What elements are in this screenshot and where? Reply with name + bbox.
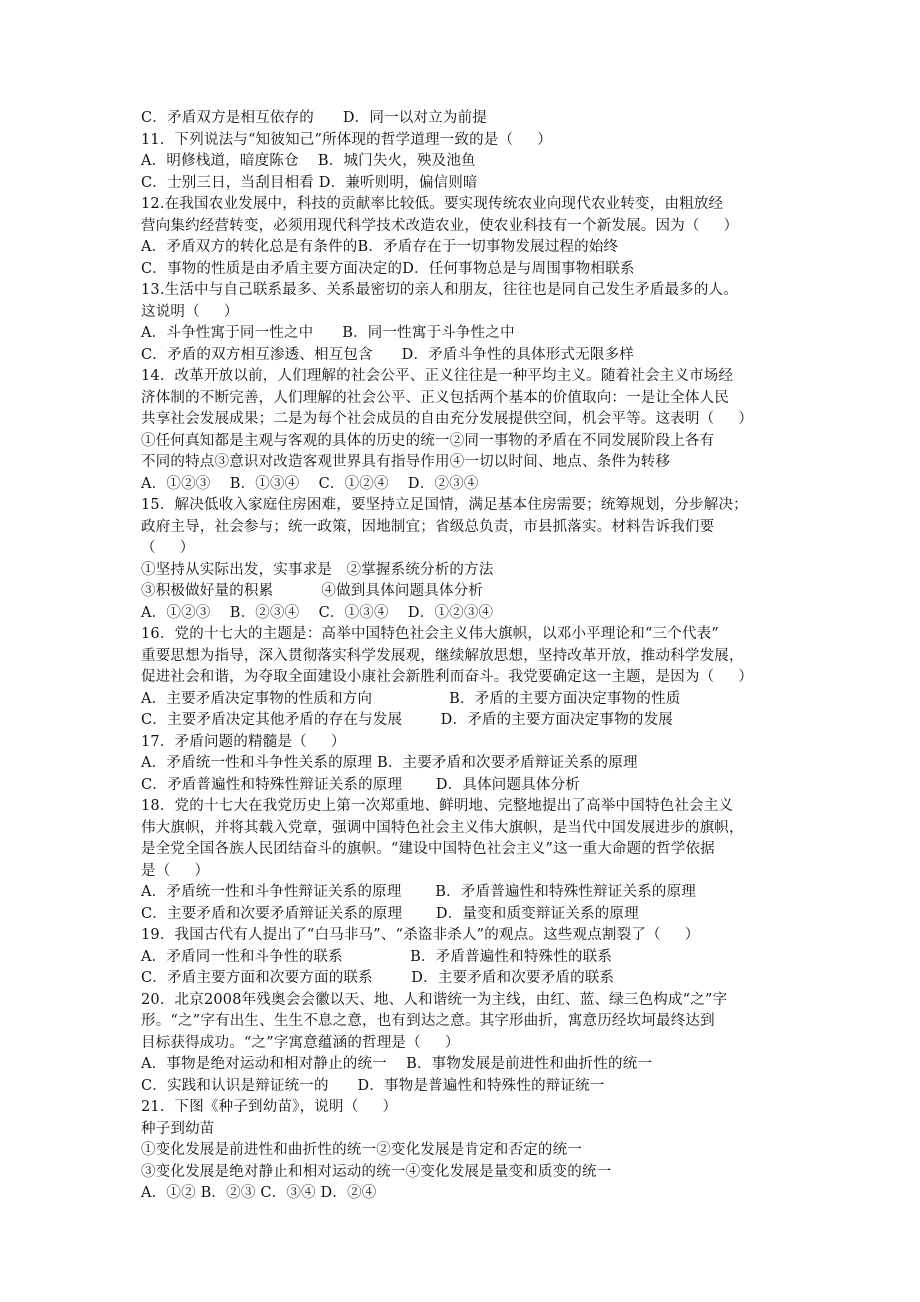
text-line: C．主要矛盾和次要矛盾辩证关系的原理 D．量变和质变辩证关系的原理: [141, 905, 639, 922]
text-line: 21．下图《种子到幼苗》，说明（ ）: [141, 1099, 398, 1115]
text-line: 目标获得成功。“之”字寓意蕴涵的哲理是（ ）: [141, 1034, 460, 1051]
text-line: 15．解决低收入家庭住房困难，要坚持立足国情，满足基本住房需要；统筹规划，分步解决；: [141, 497, 748, 513]
text-line: A．①② B．②③ C．③④ D．②④: [141, 1185, 377, 1201]
text-line: ③变化发展是绝对静止和相对运动的统一④变化发展是量变和质变的统一: [141, 1163, 612, 1180]
text-line: 重要思想为指导，深入贯彻落实科学发展观，继续解放思想，坚持改革开放，推动科学发展，: [141, 647, 744, 664]
text-line: A．①②③ B．②③④ C．①③④ D．①②③④: [141, 604, 494, 621]
text-line: 共享社会发展成果；二是为每个社会成员的自由充分发展提供空间，机会平等。这表明（ ）: [141, 411, 754, 427]
text-line: A．①②③ B．①③④ C．①②④ D．②③④: [141, 475, 479, 492]
text-line: ①任何真知都是主观与客观的具体的历史的统一②同一事物的矛盾在不同发展阶段上各有: [141, 432, 715, 449]
text-line: 20．北京2008年残奥会会徽以天、地、人和谐统一为主线，由红、蓝、绿三色构成“之”字: [141, 991, 728, 1008]
text-line: ③积极做好量的积累 ④做到具体问题具体分析: [141, 583, 484, 599]
text-line: A．事物是绝对运动和相对静止的统一 B．事物发展是前进性和曲折性的统一: [141, 1056, 653, 1072]
text-line: C．主要矛盾决定其他矛盾的存在与发展 D．矛盾的主要方面决定事物的发展: [141, 712, 673, 728]
exam-questions: [141, 108, 806, 1205]
text-line: A．矛盾同一性和斗争性的联系 B．矛盾普遍性和特殊性的联系: [141, 948, 613, 965]
text-line: 营向集约经营转变，必须用现代科学技术改造农业，使农业科技有一个新发展。因为（ ）: [141, 217, 739, 234]
text-line: 这说明（ ）: [141, 303, 239, 320]
text-line: 形。“之”字有出生、生生不息之意，也有到达之意。其字形曲折，寓意历经坎坷最终达到: [141, 1013, 715, 1029]
text-line: 是（ ）: [141, 862, 210, 879]
text-line: 16．党的十七大的主题是：高举中国特色社会主义伟大旗帜，以邓小平理论和“三个代表”: [141, 626, 719, 642]
text-line: A．明修栈道，暗度陈仓 B．城门失火，殃及池鱼: [141, 153, 476, 169]
text-line: 11．下列说法与“知彼知己”所体现的哲学道理一致的是（ ）: [141, 131, 552, 148]
text-line: A．斗争性寓于同一性之中 B．同一性寓于斗争性之中: [141, 325, 515, 341]
text-line: 促进社会和谐，为夺取全面建设小康社会新胜利而奋斗。我党要确定这一主题，是因为（ ）: [141, 669, 754, 685]
text-line: C．矛盾双方是相互依存的 D．同一以对立为前提: [141, 110, 487, 126]
text-line: 是全党全国各族人民团结奋斗的旗帜。“建设中国特色社会主义”这一重大命题的哲学依据: [141, 841, 715, 857]
text-line: 18．党的十七大在我党历史上第一次郑重地、鲜明地、完整地提出了高举中国特色社会主义: [141, 798, 734, 814]
text-line: 种子到幼苗: [141, 1120, 215, 1137]
text-line: 政府主导，社会参与；统一政策，因地制宜；省级总负责，市县抓落实。材料告诉我们要: [141, 518, 715, 535]
text-line: 伟大旗帜，并将其载入党章，强调中国特色社会主义伟大旗帜，是当代中国发展进步的旗帜，: [141, 819, 744, 836]
text-line: C．事物的性质是由矛盾主要方面决定的D．任何事物总是与周围事物相联系: [141, 260, 635, 277]
text-line: C．矛盾的双方相互渗透、相互包含 D．矛盾斗争性的具体形式无限多样: [141, 346, 634, 363]
text-line: C．矛盾普遍性和特殊性辩证关系的原理 D．具体问题具体分析: [141, 776, 580, 793]
text-line: C．实践和认识是辩证统一的 D．事物是普遍性和特殊性的辩证统一: [141, 1077, 605, 1094]
text-line: 不同的特点③意识对改造客观世界具有指导作用④一切以时间、地点、条件为转移: [141, 454, 671, 470]
text-line: ①坚持从实际出发，实事求是 ②掌握系统分析的方法: [141, 561, 494, 578]
text-line: A．矛盾统一性和斗争性辩证关系的原理 B．矛盾普遍性和特殊性辩证关系的原理: [141, 884, 696, 900]
text-line: 17．矛盾问题的精髓是（ ）: [141, 733, 346, 750]
text-line: A．矛盾统一性和斗争性关系的原理 B．主要矛盾和次要矛盾辩证关系的原理: [141, 755, 638, 771]
text-line: 19．我国古代有人提出了“白马非马”、“杀盗非杀人”的观点。这些观点割裂了（ ）: [141, 927, 700, 943]
text-line: 13.生活中与自己联系最多、关系最密切的亲人和朋友，往往也是同自己发生矛盾最多的人。: [141, 282, 738, 298]
text-line: A．主要矛盾决定事物的性质和方向 B．矛盾的主要方面决定事物的性质: [141, 690, 681, 707]
text-line: C．士别三日，当刮目相看 D．兼听则明，偏信则暗: [141, 174, 478, 191]
text-line: 14．改革开放以前，人们理解的社会公平、正义往往是一种平均主义。随着社会主义市场经: [141, 368, 734, 384]
text-line: 12.在我国农业发展中，科技的贡献率比较低。要实现传统农业向现代农业转变，由粗放经: [141, 196, 724, 212]
text-line: （ ）: [141, 540, 195, 556]
text-line: ①变化发展是前进性和曲折性的统一②变化发展是肯定和否定的统一: [141, 1142, 582, 1158]
text-line: 济体制的不断完善，人们理解的社会公平、正义包括两个基本的价值取向：一是让全体人民: [141, 389, 729, 406]
text-line: A．矛盾双方的转化总是有条件的B．矛盾存在于一切事物发展过程的始终: [141, 239, 619, 255]
text-line: C．矛盾主要方面和次要方面的联系 D．主要矛盾和次要矛盾的联系: [141, 970, 615, 986]
